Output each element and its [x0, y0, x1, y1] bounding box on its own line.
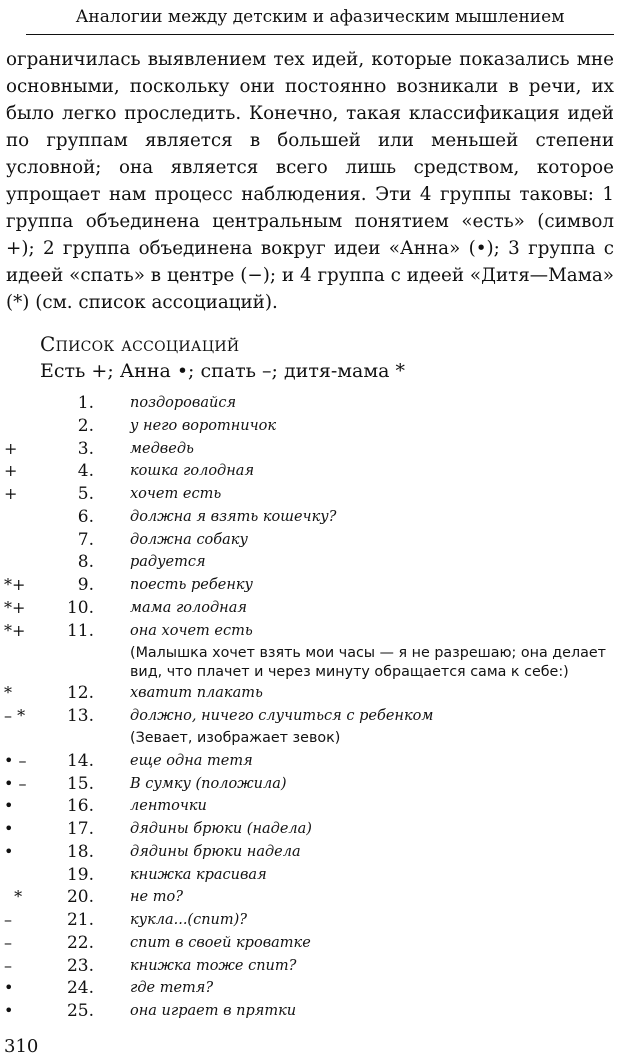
group-marks: *	[4, 887, 23, 907]
list-item	[0, 529, 620, 552]
list-item	[0, 750, 620, 773]
list-item	[0, 392, 620, 415]
item-number: 21.	[66, 910, 94, 930]
remark-note	[130, 644, 612, 682]
item-text: должно, ничего случиться с ребенком	[130, 708, 434, 724]
list-item	[0, 506, 620, 529]
running-title: Аналогии между детским и афазическим мышлением	[75, 7, 565, 27]
list-note	[0, 642, 620, 682]
group-marks: –	[4, 910, 12, 929]
item-number: 11.	[66, 620, 94, 641]
item-number: 16.	[66, 796, 94, 817]
item-text: медведь	[130, 440, 194, 457]
item-text: кошка голодная	[130, 463, 255, 480]
item-text: мама голодная	[130, 599, 247, 616]
item-number: 1.	[77, 393, 94, 413]
item-text: еще одна тетя	[130, 752, 253, 769]
list-item	[0, 705, 620, 728]
list-item	[0, 886, 620, 909]
item-number: 25.	[66, 1001, 94, 1021]
item-text: дядины брюки надела	[130, 843, 301, 860]
item-text: не то?	[130, 889, 183, 906]
item-number: 23.	[66, 955, 94, 976]
list-item	[0, 795, 620, 818]
list-item	[0, 864, 620, 887]
item-text: В сумку (положила)	[130, 775, 287, 792]
item-text: радуется	[130, 554, 206, 571]
item-text: хочет есть	[130, 486, 222, 502]
item-number: 5.	[77, 484, 94, 504]
item-number: 2.	[77, 415, 94, 436]
group-marks: • –	[4, 773, 27, 793]
list-item	[0, 415, 620, 438]
group-marks: •	[4, 978, 14, 998]
item-text: где тетя?	[130, 980, 214, 997]
item-text: она хочет есть	[130, 622, 253, 639]
item-number: 8.	[77, 552, 94, 573]
group-marks: • –	[4, 750, 27, 770]
group-marks: *+	[4, 575, 26, 594]
item-number: 17.	[66, 819, 94, 839]
list-item	[0, 597, 620, 620]
list-title: Список ассоциаций	[40, 332, 240, 356]
group-marks: – *	[4, 706, 26, 725]
item-number: 22.	[66, 932, 94, 953]
group-marks: •	[4, 1001, 14, 1020]
group-marks: +	[4, 438, 18, 458]
item-number: 12.	[66, 683, 94, 704]
item-text: у него воротничок	[130, 417, 277, 434]
item-text: должна я взять кошечку?	[130, 508, 337, 525]
item-number: 24.	[66, 978, 94, 999]
group-marks: •	[4, 819, 14, 838]
list-item	[0, 483, 620, 506]
item-number: 10.	[66, 597, 94, 618]
running-head	[26, 6, 614, 35]
item-text: она играет в прятки	[130, 1003, 297, 1019]
item-text: книжка красивая	[130, 866, 267, 883]
group-marks: –	[4, 955, 12, 975]
item-text: книжка тоже спит?	[130, 957, 297, 974]
list-item	[0, 682, 620, 705]
item-number: 6.	[77, 506, 94, 527]
list-item	[0, 773, 620, 796]
group-marks: •	[4, 796, 14, 816]
item-text: кукла...(спит)?	[130, 912, 248, 928]
item-number: 7.	[77, 529, 94, 550]
item-text: дядины брюки (надела)	[130, 821, 312, 837]
list-item	[0, 1000, 620, 1023]
item-text: хватит плакать	[130, 685, 263, 702]
group-marks: *+	[4, 620, 26, 640]
remark-text: (Малышка хочет взять мои часы — я не разрешаю; она делает вид, что плачет и через минуту обращается сама к себе:)	[130, 645, 606, 681]
list-item	[0, 574, 620, 597]
item-text: должна собаку	[130, 531, 248, 548]
item-number: 9.	[77, 575, 94, 595]
list-item	[0, 977, 620, 1000]
item-number: 20.	[66, 887, 94, 908]
list-item	[0, 460, 620, 483]
item-number: 15.	[66, 773, 94, 794]
list-item	[0, 932, 620, 955]
item-number: 13.	[66, 706, 94, 726]
item-number: 3.	[77, 438, 94, 459]
item-text: поесть ребенку	[130, 577, 253, 593]
list-item	[0, 841, 620, 864]
list-item	[0, 955, 620, 978]
item-text: спит в своей кроватке	[130, 934, 311, 951]
list-item	[0, 909, 620, 932]
item-number: 4.	[77, 461, 94, 482]
group-marks: •	[4, 841, 14, 861]
group-marks: +	[4, 461, 18, 481]
list-legend: Есть +; Анна •; спать –; дитя-мама *	[40, 360, 405, 382]
group-marks: +	[4, 484, 18, 503]
list-note	[0, 728, 620, 750]
group-marks: –	[4, 932, 12, 952]
association-list	[0, 392, 620, 1023]
item-number: 18.	[66, 841, 94, 862]
page-number: 310	[4, 1036, 39, 1057]
list-item	[0, 551, 620, 574]
group-marks: *	[4, 683, 12, 703]
remark-note	[130, 729, 612, 748]
paragraph-text: ограничилась выявлением тех идей, которые показались мне основными, поскольку они постоянно возникали в речи, их было легко проследить. Конечно, такая классификация идей по группам является в большей или меньшей степени условной; она является всего лишь средством, которое упрощает нам процесс наблюдения. Эти 4 группы таковы: 1 группа объединена центральным понятием «есть» (символ +); 2 группа объединена вокруг идеи «Анна» (•); 3 группа с идеей «спать» в центре (−); и 4 группа с идеей «Дитя—Мама» (*) (см. список ассоциаций).	[6, 49, 614, 313]
item-text: ленточки	[130, 798, 207, 815]
group-marks: *+	[4, 597, 26, 617]
list-item	[0, 818, 620, 841]
remark-text: (Зевает, изображает зевок)	[130, 729, 341, 746]
item-number: 14.	[66, 750, 94, 771]
list-item	[0, 620, 620, 643]
item-number: 19.	[66, 864, 94, 885]
body-paragraph	[6, 46, 614, 316]
list-item	[0, 438, 620, 461]
item-text: поздоровайся	[130, 395, 237, 411]
